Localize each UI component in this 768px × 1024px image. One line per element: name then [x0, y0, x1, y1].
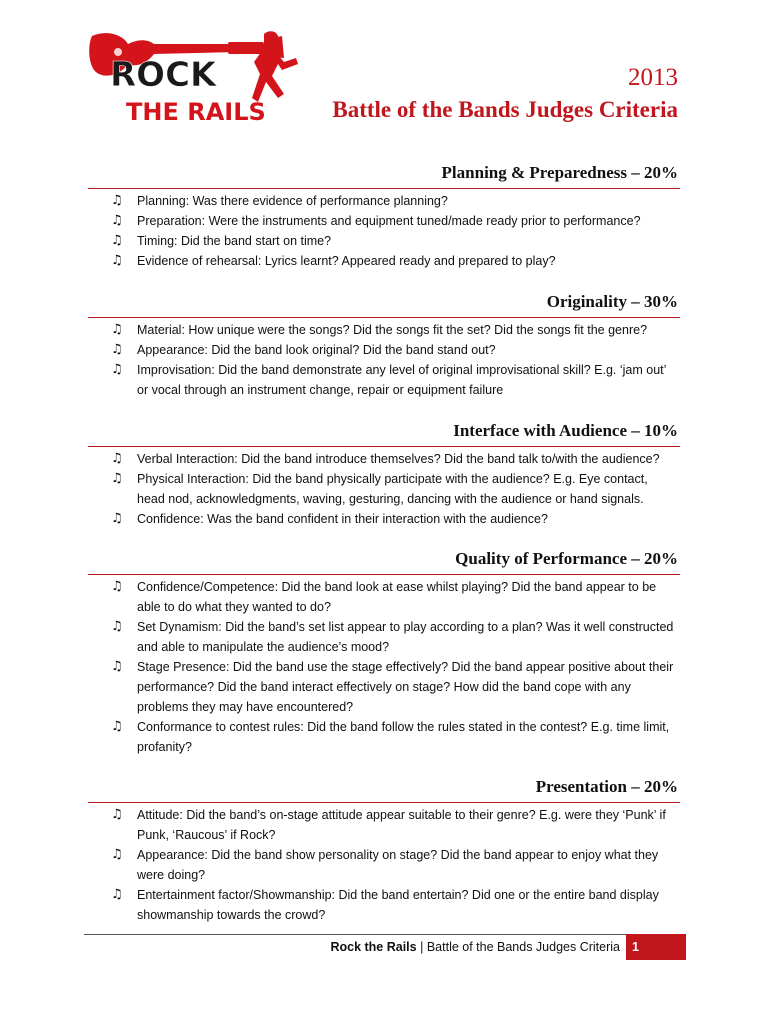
- criteria-text: Evidence of rehearsal: Lyrics learnt? Appeared ready and prepared to play?: [137, 254, 556, 268]
- section-interface-with-audience: [88, 420, 680, 529]
- criteria-text: Physical Interaction: Did the band physically participate with the audience? E.g. Eye contact, head nod, acknowledgments, waving, gesturing, dancing with the audience or hand signals.: [137, 472, 648, 506]
- music-note-icon: ♫: [111, 362, 123, 377]
- criteria-item: [88, 251, 680, 271]
- criteria-list: [88, 191, 680, 271]
- criteria-text: Preparation: Were the instruments and equipment tuned/made ready prior to performance?: [137, 214, 641, 228]
- section-title: Quality of Performance – 20%: [455, 549, 678, 568]
- music-note-icon: ♫: [111, 511, 123, 526]
- criteria-item: [88, 231, 680, 251]
- section-quality-of-performance: [88, 548, 680, 757]
- music-note-icon: ♫: [111, 451, 123, 466]
- criteria-text: Confidence: Was the band confident in their interaction with the audience?: [137, 512, 548, 526]
- page-number: 1: [626, 934, 686, 960]
- music-note-icon: ♫: [111, 213, 123, 228]
- music-note-icon: ♫: [111, 233, 123, 248]
- music-note-icon: ♫: [111, 719, 123, 734]
- section-divider: [88, 802, 680, 803]
- section-divider: [88, 446, 680, 447]
- criteria-item: [88, 191, 680, 211]
- criteria-item: [88, 717, 680, 757]
- music-note-icon: ♫: [111, 659, 123, 674]
- criteria-list: [88, 320, 680, 400]
- section-title: Planning & Preparedness – 20%: [441, 163, 678, 182]
- section-title: Originality – 30%: [546, 292, 678, 311]
- criteria-item: [88, 617, 680, 657]
- criteria-item: [88, 211, 680, 231]
- criteria-text: Confidence/Competence: Did the band look at ease whilst playing? Did the band appear to be able to do what they wanted to do?: [137, 580, 657, 614]
- criteria-text: Verbal Interaction: Did the band introduce themselves? Did the band talk to/with the audience?: [137, 452, 660, 466]
- footer-separator: |: [420, 940, 424, 954]
- music-note-icon: ♫: [111, 807, 123, 822]
- logo-text-rock: ROCK: [110, 55, 217, 95]
- criteria-text: Appearance: Did the band look original? Did the band stand out?: [137, 343, 496, 357]
- criteria-item: [88, 805, 680, 845]
- criteria-item: [88, 885, 680, 925]
- criteria-text: Timing: Did the band start on time?: [137, 234, 332, 248]
- criteria-text: Planning: Was there evidence of performance planning?: [137, 194, 448, 208]
- criteria-item: [88, 845, 680, 885]
- footer-brand: Rock the Rails: [330, 940, 417, 954]
- criteria-text: Appearance: Did the band show personality on stage? Did the band appear to enjoy what they were doing?: [137, 848, 659, 882]
- criteria-text: Entertainment factor/Showmanship: Did the band entertain? Did one or the entire band display showmanship towards the crowd?: [137, 888, 659, 922]
- footer-divider: [84, 934, 684, 935]
- criteria-text: Conformance to contest rules: Did the band follow the rules stated in the contest? E.g. time limit, profanity?: [137, 720, 670, 754]
- rock-the-rails-logo: [88, 28, 308, 128]
- music-note-icon: ♫: [111, 193, 123, 208]
- criteria-item: [88, 320, 680, 340]
- criteria-list: [88, 805, 680, 925]
- criteria-item: [88, 449, 680, 469]
- music-note-icon: ♫: [111, 887, 123, 902]
- criteria-text: Material: How unique were the songs? Did the songs fit the set? Did the songs fit the genre?: [137, 323, 648, 337]
- section-divider: [88, 574, 680, 575]
- footer-text: [200, 937, 620, 957]
- music-note-icon: ♫: [111, 619, 123, 634]
- criteria-item: [88, 657, 680, 717]
- section-title: Interface with Audience – 10%: [453, 421, 678, 440]
- section-divider: [88, 188, 680, 189]
- music-note-icon: ♫: [111, 847, 123, 862]
- criteria-item: [88, 360, 680, 400]
- criteria-item: [88, 340, 680, 360]
- document-year: 2013: [628, 64, 678, 91]
- music-note-icon: ♫: [111, 322, 123, 337]
- logo-text-the-rails: THE RAILS: [126, 98, 266, 126]
- criteria-item: [88, 509, 680, 529]
- music-note-icon: ♫: [111, 471, 123, 486]
- criteria-text: Improvisation: Did the band demonstrate any level of original improvisational skill? E.g. ‘jam out’ or vocal through an instrument change, repair or equipment failure: [137, 363, 666, 397]
- section-planning-preparedness: [88, 162, 680, 271]
- music-note-icon: ♫: [111, 253, 123, 268]
- section-presentation: [88, 776, 680, 925]
- criteria-text: Attitude: Did the band’s on-stage attitude appear suitable to their genre? E.g. were they ‘Punk’ if Punk, ‘Raucous’ if Rock?: [137, 808, 666, 842]
- criteria-list: [88, 577, 680, 757]
- criteria-text: Stage Presence: Did the band use the stage effectively? Did the band appear positive about their performance? Did the band interact effectively on stage? How did the band cope with any problems they may have encountered?: [137, 660, 674, 714]
- criteria-list: [88, 449, 680, 529]
- criteria-item: [88, 577, 680, 617]
- criteria-text: Set Dynamism: Did the band’s set list appear to play according to a plan? Was it well constructed and able to manipulate the audience’s mood?: [137, 620, 674, 654]
- music-note-icon: ♫: [111, 579, 123, 594]
- music-note-icon: ♫: [111, 342, 123, 357]
- footer-title: Battle of the Bands Judges Criteria: [426, 940, 620, 954]
- section-divider: [88, 317, 680, 318]
- document-title: Battle of the Bands Judges Criteria: [332, 97, 678, 122]
- criteria-item: [88, 469, 680, 509]
- section-originality: [88, 291, 680, 400]
- section-title: Presentation – 20%: [535, 777, 678, 796]
